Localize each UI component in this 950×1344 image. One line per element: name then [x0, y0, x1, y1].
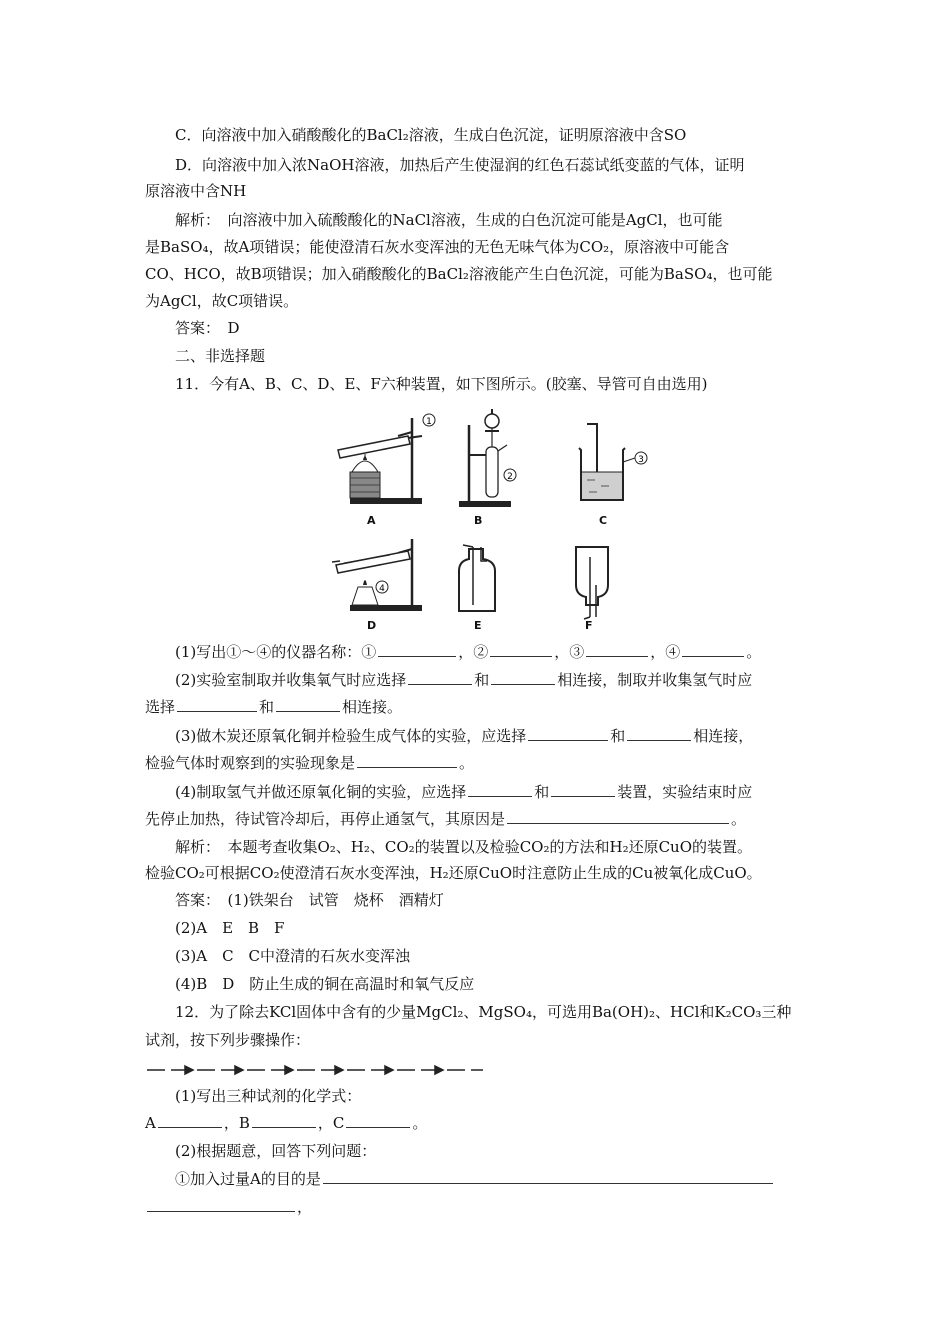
blank[interactable]: [586, 642, 648, 657]
apparatus-b: [455, 405, 525, 510]
blank[interactable]: [147, 1197, 295, 1212]
apparatus-a: [330, 410, 440, 510]
apparatus-d: [330, 535, 440, 615]
analysis-line-3: CO、HCO，故B项错误；加入硝酸酸化的BaCl₂溶液能产生白色沉淀，可能为BaSO₄，也可能: [145, 265, 773, 283]
blank[interactable]: [491, 670, 555, 685]
blank[interactable]: [357, 753, 457, 768]
apparatus-e: [455, 545, 505, 615]
q11-part-4-cont: 先停止加热，待试管冷却后，再停止通氢气，其原因是 。: [145, 810, 747, 828]
blank[interactable]: [276, 697, 340, 712]
blank[interactable]: [378, 642, 456, 657]
blank[interactable]: [323, 1169, 773, 1184]
label-b: B: [474, 514, 483, 527]
q11-part-3: (3)做木炭还原氧化铜并检验生成气体的实验，应选择 和 相连接，: [175, 727, 754, 745]
q12-part-1-blanks: A ，B ，C 。: [145, 1114, 428, 1132]
q11-answer-3: (3)A C C中澄清的石灰水变浑浊: [175, 947, 411, 965]
section-heading: 二、非选择题: [175, 347, 266, 365]
blank[interactable]: [490, 642, 552, 657]
question-11: 11．今有A、B、C、D、E、F六种装置，如下图所示。(胶塞、导管可自由选用): [175, 375, 708, 393]
blank[interactable]: [252, 1113, 316, 1128]
blank[interactable]: [468, 782, 532, 797]
q11-part-4: (4)制取氢气并做还原氧化铜的实验，应选择 和 装置，实验结束时应: [175, 783, 753, 801]
q11-answer-4: (4)B D 防止生成的铜在高温时和氧气反应: [175, 975, 475, 993]
marker-4: 4: [379, 584, 385, 594]
label-d: D: [367, 619, 377, 632]
blank[interactable]: [177, 697, 257, 712]
option-c: C．向溶液中加入硝酸酸化的BaCl₂溶液，生成白色沉淀，证明原溶液中含SO: [175, 126, 687, 144]
q11-analysis-2: 检验CO₂可根据CO₂使澄清石灰水变浑浊，H₂还原CuO时注意防止生成的Cu被氧化成CuO。: [145, 864, 762, 882]
q11-answer-1: 答案： (1)铁架台 试管 烧杯 酒精灯: [175, 891, 444, 909]
blank[interactable]: [408, 670, 472, 685]
blank[interactable]: [158, 1113, 222, 1128]
analysis-line-2: 是BaSO₄，故A项错误；能使澄清石灰水变浑浊的无色无味气体为CO₂，原溶液中可能含: [145, 238, 730, 256]
marker-2: 2: [507, 472, 513, 482]
q12-part-2: (2)根据题意，回答下列问题：: [175, 1142, 377, 1160]
apparatus-f: [570, 545, 620, 620]
blank[interactable]: [551, 782, 615, 797]
blank[interactable]: [507, 809, 729, 824]
answer-10: 答案： D: [175, 319, 240, 337]
option-d-cont: 原溶液中含NH: [145, 182, 247, 200]
label-c: C: [599, 514, 608, 527]
apparatus-c: [575, 420, 655, 510]
analysis-line-4: 为AgCl，故C项错误。: [145, 292, 299, 310]
blank[interactable]: [528, 726, 608, 741]
q11-analysis-1: 解析： 本题考查收集O₂、H₂、CO₂的装置以及检验CO₂的方法和H₂还原CuO的装置。: [175, 838, 753, 856]
blank[interactable]: [682, 642, 744, 657]
label-f: F: [585, 619, 593, 632]
q11-part-2-cont: 选择 和 相连接。: [145, 698, 403, 716]
q11-part-2: (2)实验室制取并收集氧气时应选择 和 相连接，制取并收集氢气时应: [175, 671, 753, 689]
q11-answer-2: (2)A E B F: [175, 919, 285, 937]
question-12-cont: 试剂，按下列步骤操作：: [145, 1031, 311, 1049]
question-12: 12．为了除去KCl固体中含有的少量MgCl₂、MgSO₄，可选用Ba(OH)₂、HCl和K₂CO₃三种: [175, 1003, 792, 1021]
q12-part-1: (1)写出三种试剂的化学式：: [175, 1087, 362, 1105]
blank[interactable]: [346, 1113, 410, 1128]
option-d: D．向溶液中加入浓NaOH溶液，加热后产生使湿润的红色石蕊试纸变蓝的气体，证明: [175, 156, 745, 174]
marker-1: 1: [426, 417, 432, 427]
analysis-line-1: 解析： 向溶液中加入硫酸酸化的NaCl溶液，生成的白色沉淀可能是AgCl，也可能: [175, 211, 723, 229]
blank[interactable]: [627, 726, 691, 741]
q11-part-1: (1)写出①～④的仪器名称：① ，② ，③ ，④ 。: [175, 643, 762, 661]
q11-part-3-cont: 检验气体时观察到的实验现象是 。: [145, 754, 475, 772]
label-e: E: [474, 619, 482, 632]
marker-3: 3: [638, 455, 644, 465]
q12-part-2-item-1: ①加入过量A的目的是: [175, 1169, 775, 1189]
label-a: A: [367, 514, 376, 527]
q12-part-2-item-1-cont: ，: [145, 1197, 312, 1217]
process-flow-arrows: [145, 1062, 485, 1078]
